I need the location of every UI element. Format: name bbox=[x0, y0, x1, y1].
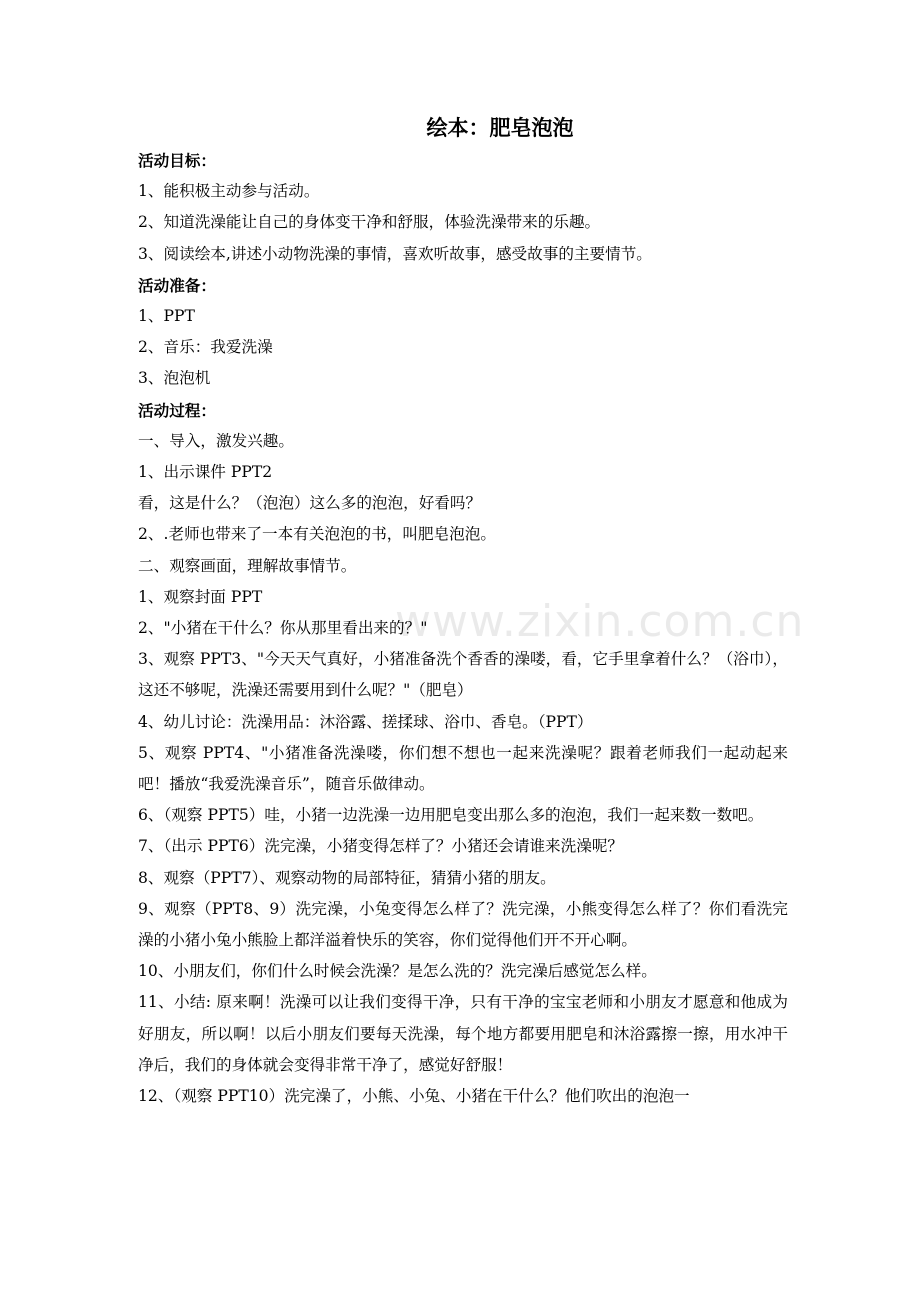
paragraph-line: 1、能积极主动参与活动。 bbox=[138, 182, 320, 201]
section-heading: 活动过程： bbox=[138, 400, 216, 420]
paragraph-line: 2、.老师也带来了一本有关泡泡的书，叫肥皂泡泡。 bbox=[138, 525, 496, 544]
watermark: www.zixin.com.cn bbox=[395, 596, 805, 647]
paragraph-line: 11、小结: 原来啊！洗澡可以让我们变得干净，只有干净的宝宝老师和小朋友才愿意和他成为好朋友，所以啊！以后小朋友们要每天洗澡，每个地方都要用肥皂和沐浴露擦一擦，用水冲干净后，我们的身体就会变得非常干净了，感觉好舒服！ bbox=[138, 993, 788, 1074]
page-title: 绘本：肥皂泡泡 bbox=[426, 115, 574, 140]
paragraph-line: 3、泡泡机 bbox=[138, 369, 211, 388]
paragraph-line: 1、PPT bbox=[138, 307, 195, 326]
section-heading: 活动准备： bbox=[138, 275, 216, 295]
paragraph-line: 6、（观察 PPT5）哇，小猪一边洗澡一边用肥皂变出那么多的泡泡，我们一起来数一数吧。 bbox=[138, 806, 764, 825]
paragraph-line: 1、出示课件 PPT2 bbox=[138, 463, 273, 482]
document-body bbox=[138, 145, 788, 1112]
paragraph-line: 1、观察封面 PPT bbox=[138, 587, 263, 606]
paragraph-line: 2、"小猪在干什么？你从那里看出来的？" bbox=[138, 619, 428, 638]
paragraph-line: 12、（观察 PPT10）洗完澡了，小熊、小兔、小猪在干什么？他们吹出的泡泡一 bbox=[138, 1087, 690, 1106]
paragraph-line: 3、阅读绘本,讲述小动物洗澡的事情，喜欢听故事，感受故事的主要情节。 bbox=[138, 244, 652, 263]
paragraph-line: 二、观察画面，理解故事情节。 bbox=[138, 556, 357, 575]
paragraph-line: 3、观察 PPT3、"今天天气真好，小猪准备洗个香香的澡喽，看，它手里拿着什么？（浴巾），这还不够呢，洗澡还需要用到什么呢？"（肥皂） bbox=[138, 650, 788, 700]
paragraph-line: 8、观察（PPT7）、观察动物的局部特征，猜猜小猪的朋友。 bbox=[138, 868, 556, 887]
paragraph-line: 5、观察 PPT4、"小猪准备洗澡喽，你们想不想也一起来洗澡呢？跟着老师我们一起动起来吧！播放“我爱洗澡音乐”，随音乐做律动。 bbox=[138, 743, 788, 794]
paragraph-line: 看，这是什么？（泡泡）这么多的泡泡，好看吗？ bbox=[138, 494, 482, 513]
paragraph-line: 一、导入，激发兴趣。 bbox=[138, 431, 294, 450]
paragraph-line: 10、小朋友们，你们什么时候会洗澡？是怎么洗的？洗完澡后感觉怎么样。 bbox=[138, 962, 657, 981]
paragraph-line: 4、幼儿讨论：洗澡用品：沐浴露、搓揉球、浴巾、香皂。（PPT） bbox=[138, 712, 593, 731]
paragraph-line: 7、（出示 PPT6）洗完澡，小猪变得怎样了？小猪还会请谁来洗澡呢？ bbox=[138, 837, 624, 856]
paragraph-line: 2、音乐：我爱洗澡 bbox=[138, 338, 273, 357]
paragraph-line: 2、知道洗澡能让自己的身体变干净和舒服，体验洗澡带来的乐趣。 bbox=[138, 213, 601, 232]
paragraph-line: 9、观察（PPT8、9）洗完澡，小兔变得怎么样了？洗完澡，小熊变得怎么样了？你们看洗完澡的小猪小兔小熊脸上都洋溢着快乐的笑容，你们觉得他们开不开心啊。 bbox=[138, 899, 788, 950]
section-heading: 活动目标： bbox=[138, 151, 216, 170]
